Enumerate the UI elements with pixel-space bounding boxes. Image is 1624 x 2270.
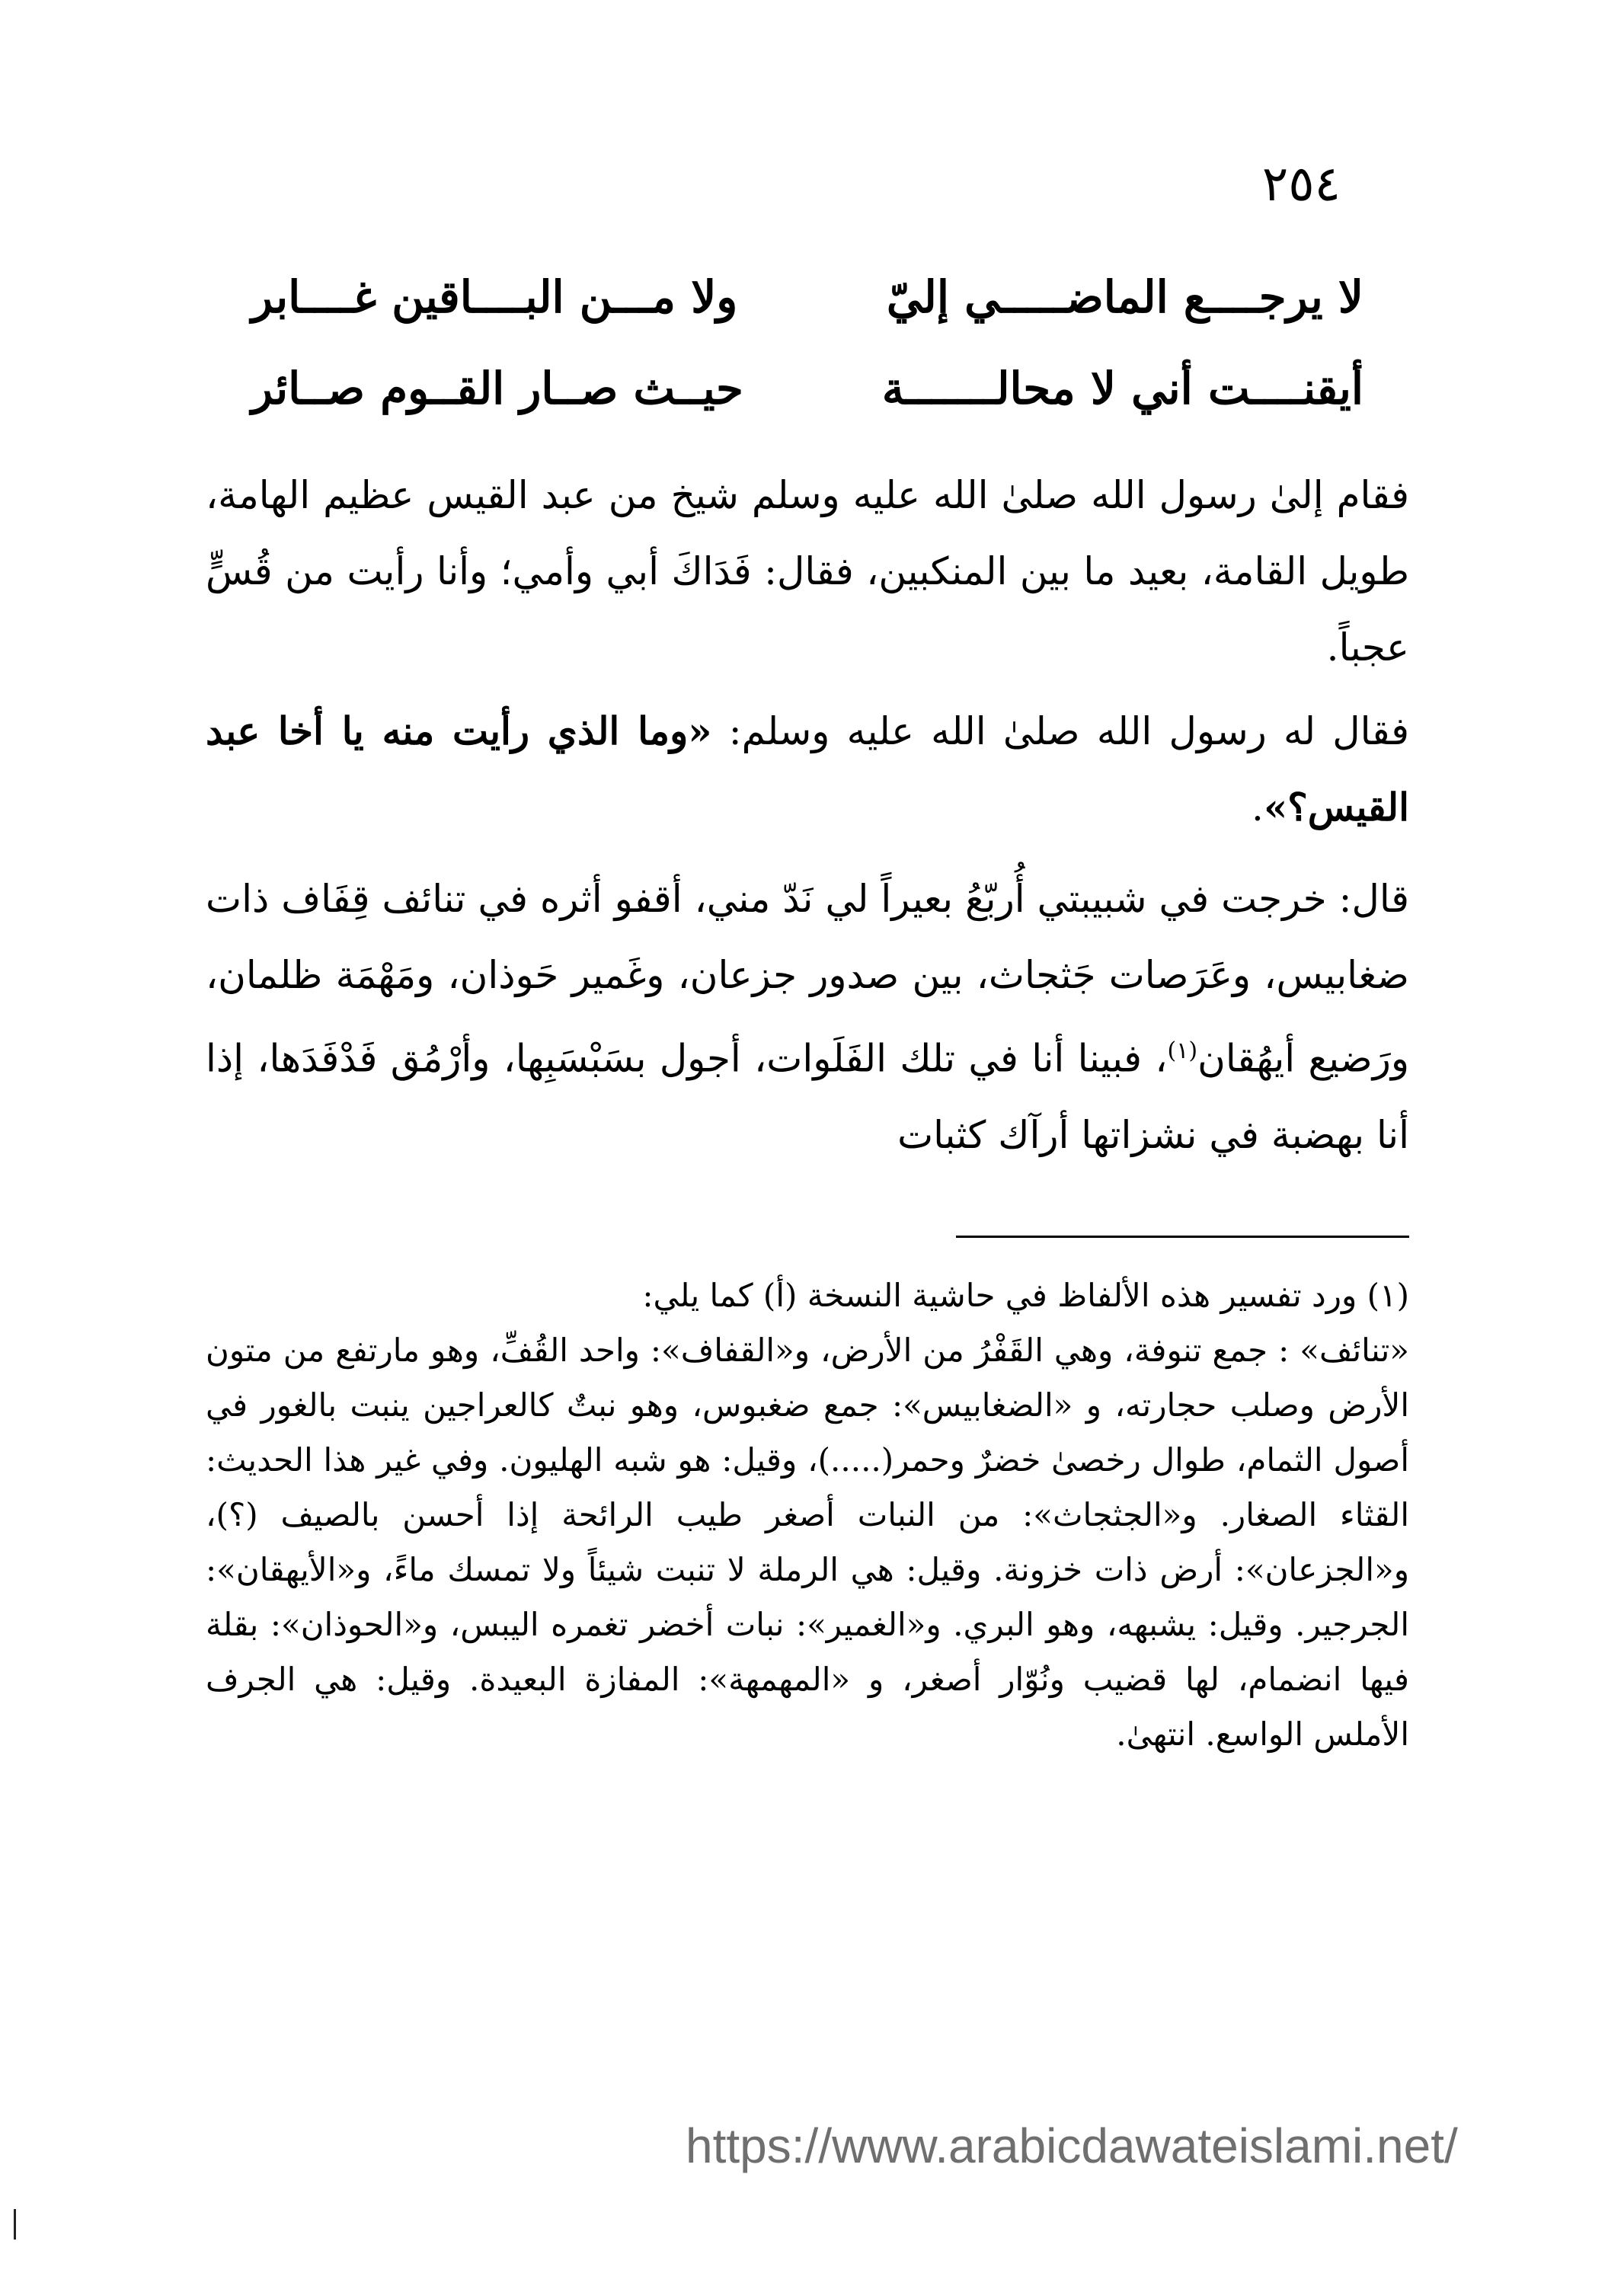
verse-1-first-hemistich: لا يرجــــع الماضـــــي إليّ	[886, 271, 1363, 323]
footnotes	[206, 1268, 1409, 1762]
footnote-divider	[956, 1236, 1409, 1238]
verse-1-second-hemistich: ولا مـــن البــــاقين غــــابر	[251, 271, 738, 323]
footnote-1-body: «تنائف» : جمع تنوفة، وهي القَفْرُ من الأرض، و«القفاف»: واحد القُفِّ، وهو مارتفع من متون الأرض وصلب حجارته، و «الضغابيس»: جمع ضغبوس، وهو نبتٌ كالعراجين ينبت بالغور في أصول الثمام، طوال رخصىٰ خضرٌ وحمر(.....)، وقيل: هو شبه الهليون. وفي غير هذا الحديث: القثاء الصغار. و«الجثجاث»: من النبات أصغر طيب الرائحة إذا أحسن بالصيف (؟)، و«الجزعان»: أرض ذات خزونة. وقيل: هي الرملة لا تنبت شيئاً ولا تمسك ماءً، و«الأيهقان»: الجرجير. وقيل: يشبهه، وهو البري. و«الغمير»: نبات أخضر تغمره اليبس، و«الحوذان»: بقلة فيها انضمام، لها قضيب ونُوّار أصغر، و «المهمهة»: المفازة البعيدة. وقيل: هي الجرف الأملس الواسع. انتهىٰ.	[206, 1332, 1409, 1753]
paragraph-old-man: فقام إلىٰ رسول الله صلىٰ الله عليه وسلم شيخ من عبد القيس عظيم الهامة، طويل القامة، بعيد ما بين المنكبين، فقال: فَدَاكَ أبي وأمي؛ وأنا رأيت من قُسٍّ عجباً.	[206, 473, 1409, 670]
page-number: ٢٥٤	[1261, 156, 1341, 213]
paragraph-2-end: .	[1252, 785, 1264, 830]
poem-verse-2	[251, 358, 1363, 419]
footnote-reference: (١)	[1167, 1037, 1198, 1064]
paragraph-2-text: فقال له رسول الله صلىٰ الله عليه وسلم:	[711, 709, 1409, 753]
prophet-quote: «وما الذي رأيت منه يا أخا عبد القيس؟»	[206, 708, 1409, 830]
verse-2-first-hemistich: أيقنــــت أني لا محالـــــــة	[881, 363, 1363, 414]
scan-edge-mark	[14, 2209, 22, 2240]
paragraph-narration	[206, 861, 1409, 1173]
paragraph-3-text: قال: خرجت في شبيبتي أُربّعُ بعيراً لي نَدّ مني، أقفو أثره في تنائف قِفَاف ذات ضغابيس، وعَرَصات جَثجاث، بين صدور جزعان، وغَمير حَوذان، ومَهْمَة ظلمان، ورَضيع أيهُقان	[206, 877, 1409, 1081]
footnote-1-intro: (١) ورد تفسير هذه الألفاظ في حاشية النسخة (أ) كما يلي:	[642, 1277, 1409, 1314]
paragraph-3-rest: ، فبينا أنا في تلك الفَلَوات، أجول بسَبْسَبِها، وأرْمُق فَدْفَدَها، إذا أنا بهضبة في نشزاتها أرآك كثبات	[206, 1036, 1409, 1157]
watermark-url: https://www.arabicdawateislami.net/	[686, 2118, 1458, 2173]
paragraph-prophet-question	[206, 693, 1409, 846]
verse-2-second-hemistich: حيــث صــار القــوم صــائر	[251, 363, 743, 414]
poem-verse-1	[251, 267, 1363, 328]
